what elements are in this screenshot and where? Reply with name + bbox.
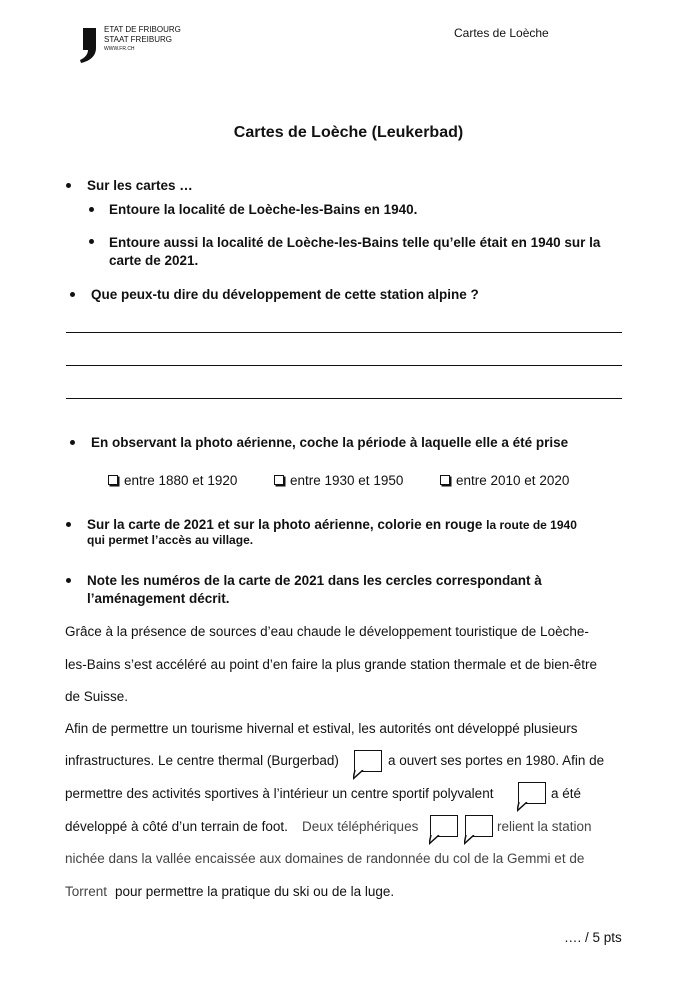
text-line: infrastructures. Le centre thermal (Burgerbad) [65,753,339,768]
score-label: …. / 5 pts [564,930,622,945]
bullet-dot [66,522,71,527]
period-option-2[interactable] [274,473,403,488]
text-line: a été [551,786,582,801]
checkbox-icon[interactable] [440,475,450,485]
q4-line1-a: Sur la carte de 2021 et sur la photo aérienne, colorie en rouge [87,517,483,532]
text-line: développé à côté d’un terrain de foot. [65,819,288,834]
q1-heading: Sur les cartes … [87,178,193,193]
answer-bubble-cable-car-2[interactable] [465,815,493,837]
q2-question: Que peux-tu dire du développement de cette station alpine ? [91,287,479,302]
q3-question: En observant la photo aérienne, coche la période à laquelle elle a été prise [91,435,569,450]
canton-logo-text [104,25,181,54]
answer-bubble-sport-center[interactable] [518,782,546,804]
org-name-fr: ETAT DE FRIBOURG [104,25,181,34]
text-line: permettre des activités sportives à l’intérieur un centre sportif polyvalent [65,786,494,801]
answer-bubble-cable-car-1[interactable] [430,815,458,837]
q1-sub2-line1: Entoure aussi la localité de Loèche-les-Bains telle qu’elle était en 1940 sur la [109,235,601,250]
bullet-dot [89,239,94,244]
q1-sub1: Entoure la localité de Loèche-les-Bains en 1940. [109,202,418,217]
speech-tail-icon [517,802,531,812]
text-line: Grâce à la présence de sources d’eau chaude le développement touristique de Loèche- [65,624,589,639]
q4-line1-b: la route de 1940 [486,518,577,532]
q5-line1: Note les numéros de la carte de 2021 dans les cercles correspondant à [87,573,542,588]
text-line: de Suisse. [65,689,129,704]
period-option-3[interactable] [440,473,569,488]
q1-sub2-line2: carte de 2021. [109,253,199,268]
speech-tail-icon [353,770,367,780]
speech-tail-icon [464,835,478,845]
answer-line[interactable] [66,332,622,333]
answer-line[interactable] [66,398,622,399]
text-line: Afin de permettre un tourisme hivernal et estival, les autorités ont développé plusieurs [65,721,578,736]
period-option-1-label: entre 1880 et 1920 [124,473,238,488]
text-line: Torrent [65,884,108,899]
text-line: nichée dans la vallée encaissée aux domaines de randonnée du col de la Gemmi et de [65,851,585,866]
checkbox-icon[interactable] [108,475,118,485]
text-line: les-Bains s’est accéléré au point d’en faire la plus grande station thermale et de bien-être [65,657,598,672]
period-option-3-label: entre 2010 et 2020 [456,473,570,488]
bullet-dot [89,207,94,212]
bullet-dot [66,183,71,188]
answer-line[interactable] [66,365,622,366]
org-name-de: STAAT FREIBURG [104,35,173,44]
bullet-dot [70,440,75,445]
speech-tail-icon [429,835,443,845]
q5-line2: l’aménagement décrit. [87,591,230,606]
answer-bubble-burgerbad[interactable] [354,750,382,772]
bullet-dot [66,578,71,583]
period-option-2-label: entre 1930 et 1950 [290,473,404,488]
text-line: pour permettre la pratique du ski ou de la luge. [115,884,395,899]
period-option-1[interactable] [108,473,237,488]
document-label: Cartes de Loèche [454,26,549,40]
checkbox-icon[interactable] [274,475,284,485]
text-line: Deux téléphériques [302,819,419,834]
bullet-dot [70,292,75,297]
page-title: Cartes de Loèche (Leukerbad) [233,124,464,141]
text-line: relient la station [497,819,592,834]
org-website: WWW.FR.CH [104,46,135,52]
text-line: a ouvert ses portes en 1980. Afin de [388,753,605,768]
canton-logo-mark [78,26,102,64]
q4-line2: qui permet l’accès au village. [87,533,254,547]
